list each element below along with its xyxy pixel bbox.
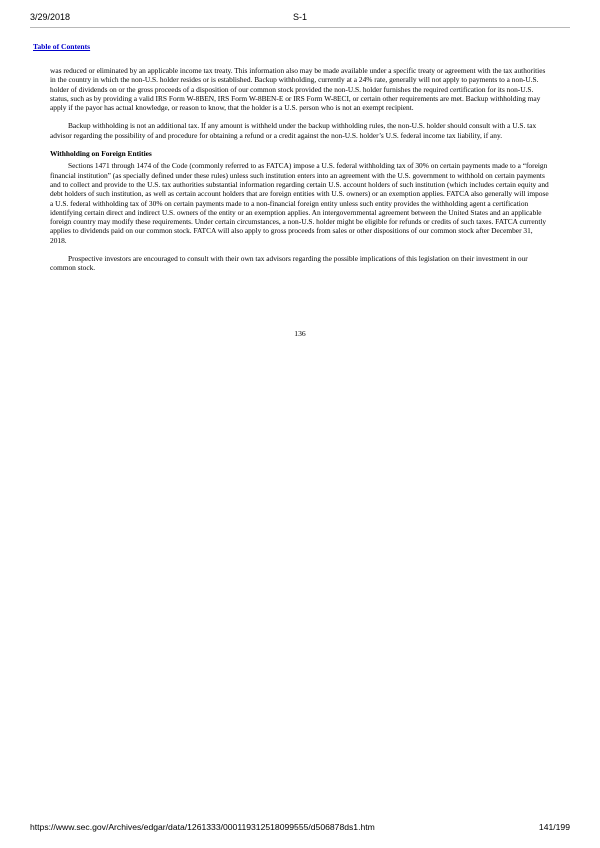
print-date: 3/29/2018 [30, 12, 71, 22]
document-title: S-1 [292, 12, 308, 22]
print-page-counter: 141/199 [538, 822, 570, 832]
source-url: https://www.sec.gov/Archives/edgar/data/1261333/000119312518099555/d506878ds1.htm [30, 822, 375, 832]
paragraph-backup-withholding-continued: was reduced or eliminated by an applicable income tax treaty. This information also may be made available under a specific treaty or agreement with the tax authorities in the country in which the non-U.S. holder resides or is established. Backup withholding, currently at a 24% rate, generally will not apply to payments to a non-U.S. holder of dividends on or the gross proceeds of a disposition of our common stock provided the non-U.S. holder furnishes the required certification for its non-U.S. status, such as by providing a valid IRS Form W-8BEN, IRS Form W-8BEN-E or IRS Form W-8ECI, or certain other requirements are met. Backup withholding may apply if the payor has actual knowledge, or reason to know, that the holder is a U.S. person who is not an exempt recipient. [50, 66, 546, 113]
paragraph-backup-withholding-not-tax: Backup withholding is not an additional tax. If any amount is withheld under the backup withholding rules, the non-U.S. holder should consult with a U.S. tax advisor regarding the possibility of and procedure for obtaining a refund or a credit against the non-U.S. holder’s U.S. federal income tax liability, if any. [50, 121, 537, 140]
print-header [30, 12, 570, 26]
print-footer [30, 822, 570, 836]
paragraph-fatca: Sections 1471 through 1474 of the Code (commonly referred to as FATCA) impose a U.S. federal withholding tax of 30% on certain payments made to a “foreign financial institution” (as specially defined under these rules) unless such institution enters into an agreement with the U.S. government to withhold on certain payments and to collect and provide to the U.S. tax authorities substantial information regarding certain U.S. account holders of such institution (which includes certain equity and debt holders of such institution, as well as certain account holders that are foreign entities with U.S. owners) or an exemption applies. FATCA also generally will impose a U.S. federal withholding tax of 30% on certain payments made to a non-financial foreign entity unless such entity provides the withholding agent a certification identifying certain direct and indirect U.S. owners of the entity or an exemption applies. An intergovernmental agreement between the United States and an applicable foreign country may modify these requirements. Under certain circumstances, a non-U.S. holder might be eligible for refunds or credits of such taxes. FATCA currently applies to dividends paid on our common stock. FATCA will also apply to gross proceeds from sales or other dispositions of our common stock after December 31, 2018. [50, 161, 549, 245]
paragraph-prospective-investors: Prospective investors are encouraged to consult with their own tax advisors regarding the possible implications of this legislation on their investment in our common stock. [50, 254, 528, 273]
page-number: 136 [294, 329, 306, 338]
header-rule [30, 27, 570, 28]
table-of-contents-link[interactable]: Table of Contents [33, 42, 91, 51]
document-body [50, 66, 550, 282]
section-heading: Withholding on Foreign Entities [50, 149, 152, 159]
